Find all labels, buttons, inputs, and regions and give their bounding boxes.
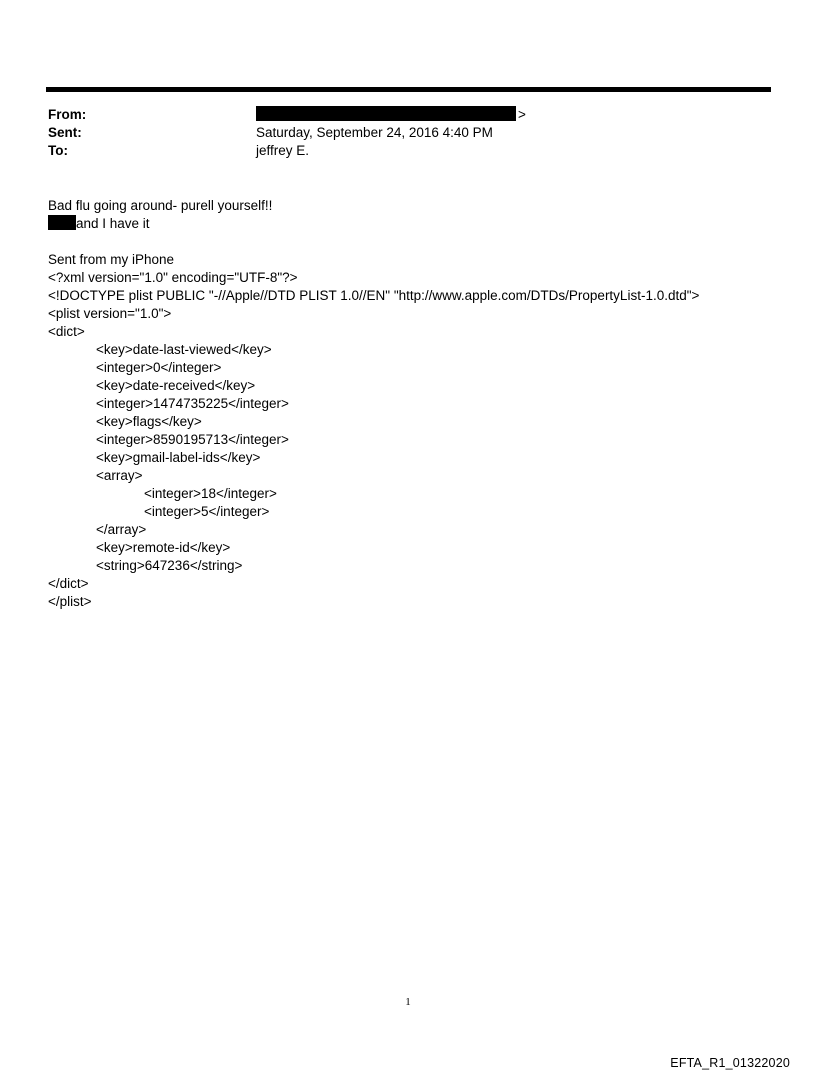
email-body bbox=[48, 197, 788, 611]
xml-key-flags: <key>flags</key> bbox=[96, 414, 202, 429]
email-header bbox=[48, 106, 768, 160]
xml-array-integer-2: <integer>5</integer> bbox=[144, 504, 270, 519]
blank-line bbox=[48, 233, 788, 251]
redaction-block bbox=[48, 215, 76, 230]
body-line-2 bbox=[48, 215, 788, 233]
xml-key-date-received: <key>date-received</key> bbox=[96, 378, 256, 393]
xml-array-integer-1: <integer>18</integer> bbox=[144, 486, 277, 501]
header-rule bbox=[46, 87, 771, 92]
xml-dict-open: <dict> bbox=[48, 324, 85, 339]
xml-integer-date-received: <integer>1474735225</integer> bbox=[96, 396, 289, 411]
xml-doctype: <!DOCTYPE plist PUBLIC "-//Apple//DTD PLIST 1.0//EN" "http://www.apple.com/DTDs/PropertyList-1.0.dtd"> bbox=[48, 288, 700, 303]
xml-integer-date-last-viewed: <integer>0</integer> bbox=[96, 360, 222, 375]
body-line-1: Bad flu going around- purell yourself!! bbox=[48, 198, 273, 213]
redaction-block bbox=[256, 106, 516, 121]
document-id: EFTA_R1_01322020 bbox=[670, 1056, 790, 1070]
xml-dict-close: </dict> bbox=[48, 576, 89, 591]
signature-line: Sent from my iPhone bbox=[48, 252, 175, 267]
xml-plist-open: <plist version="1.0"> bbox=[48, 306, 172, 321]
to-label: To: bbox=[48, 143, 68, 158]
from-value bbox=[256, 106, 526, 124]
body-line-2-text: and I have it bbox=[76, 216, 150, 231]
xml-declaration: <?xml version="1.0" encoding="UTF-8"?> bbox=[48, 270, 298, 285]
sent-value: Saturday, September 24, 2016 4:40 PM bbox=[256, 125, 493, 140]
xml-key-remote-id: <key>remote-id</key> bbox=[96, 540, 231, 555]
xml-string-remote-id: <string>647236</string> bbox=[96, 558, 243, 573]
xml-key-date-last-viewed: <key>date-last-viewed</key> bbox=[96, 342, 272, 357]
sent-row bbox=[48, 124, 768, 142]
to-row bbox=[48, 142, 768, 160]
from-row bbox=[48, 106, 768, 124]
sent-label: Sent: bbox=[48, 125, 82, 140]
to-value: jeffrey E. bbox=[256, 143, 310, 158]
xml-plist-close: </plist> bbox=[48, 594, 92, 609]
xml-array-close: </array> bbox=[96, 522, 147, 537]
xml-array-open: <array> bbox=[96, 468, 143, 483]
xml-integer-flags: <integer>8590195713</integer> bbox=[96, 432, 289, 447]
page-number: 1 bbox=[405, 996, 411, 1008]
xml-key-gmail-label-ids: <key>gmail-label-ids</key> bbox=[96, 450, 261, 465]
from-label: From: bbox=[48, 107, 87, 122]
from-value-suffix: > bbox=[518, 107, 526, 122]
